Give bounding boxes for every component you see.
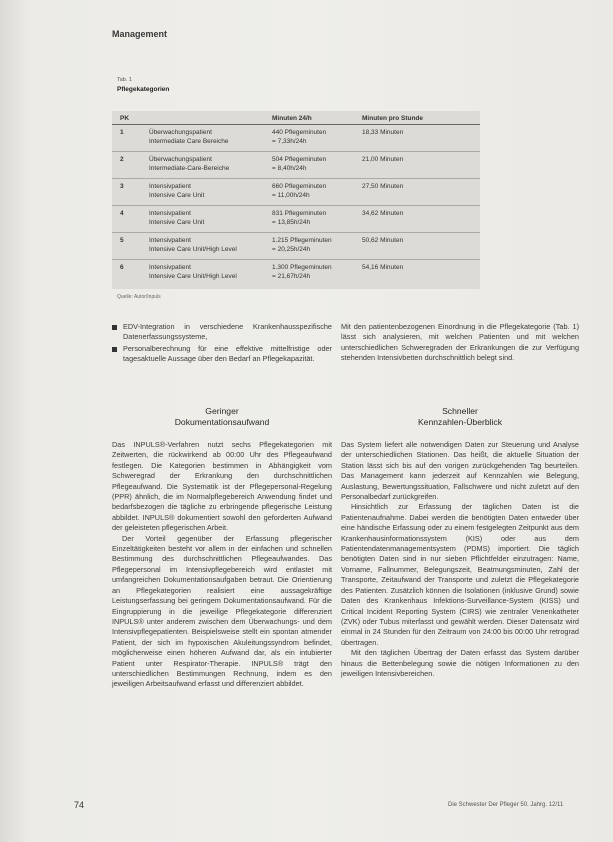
table-row — [112, 152, 480, 179]
row-minutes-per-hour: 54,16 Minuten — [362, 264, 404, 271]
page-number: 74 — [74, 800, 85, 810]
row-hours: = 7,33h/24h — [272, 138, 307, 145]
row-minutes: 504 Pflegeminuten — [272, 156, 327, 163]
bullet-square-icon — [112, 325, 117, 330]
subheading-line-1: Schneller — [442, 406, 478, 416]
right-intro-text — [341, 322, 579, 364]
bullet-text: Personalberechnung für eine effektive mittelfristige oder tagesaktuelle Aussage über den Bedarf an Pflegekapazität. — [123, 343, 332, 364]
row-category-area: Intensive Care Unit — [149, 219, 205, 226]
bullet-text: EDV-Integration in verschiedene Krankenhausspezifische Datenerfassungssysteme, — [123, 322, 332, 342]
row-minutes: 831 Pflegeminuten — [272, 210, 327, 217]
row-category-area: Intermediate Care Bereiche — [149, 138, 229, 145]
table-header-row — [112, 111, 480, 125]
row-minutes: 660 Pflegeminuten — [272, 183, 327, 190]
paragraph: Das INPULS®-Verfahren nutzt sechs Pflegekategorien mit Zeitwerten, die rückwirkend ab 00:00 Uhr des Pflegeaufwand festlegen. Die Kategorien bestimmen in Abhängigkeit vom Schweregrad der Erkrankung den durchschnittlichen Pflegeaufwand. Die Systematik ist der Pflegepersonal-Regelung (PPR) ähnlich, die im Normalpflegebereich Anwendung findet und bedarfsbezogen die tägliche zu erbringende pflegerische Leistung abbildet. INPULS® dokumentiert sowohl den geforderten Aufwand der geleisteten pflegerischen Arbeit. — [112, 440, 332, 533]
row-category-area: Intensive Care Unit — [149, 192, 205, 199]
left-bullet-list — [112, 322, 332, 366]
row-minutes-per-hour: 27,50 Minuten — [362, 183, 404, 190]
paragraph: Hinsichtlich zur Erfassung der täglichen Daten ist die Patientenaufnahme. Dabei werden die benötigten Daten entweder über eine händische Erfassung oder zu einem festgelegten Zeitpunkt aus dem Krankenhausinformationssystem (KIS) oder aus dem Patientendatenmanagementsystem (PDMS) importiert. Die täglich benötigten Daten sind in nur sieben Pflichtfelder einzutragen: Name, Vorname, Fallnummer, Belegungszeit, Beatmungsminuten, Zahl der Transporte, Zeitaufwand der Transporte und zuletzt die Pflegekategorie des Patienten. Zusätzlich können die Isolationen (inklusive Grund) sowie Daten des Krankenhaus Infektions-Surveillance-System (KISS) und Critical Incident Reporting System (CIRS) wie zentraler Venenkatheter (ZVK) oder Tubus miterfasst und gewählt werden. Dieser Datensatz wird einmal in 24 Stunden für den Zeitraum von 24:00 bis 00:00 Uhr retrograd übertragen. — [341, 502, 579, 647]
row-category: Überwachungspatient — [149, 156, 212, 163]
row-category-area: Intermediate-Care-Bereiche — [149, 165, 230, 172]
table-row — [112, 206, 480, 233]
row-hours: = 8,40h/24h — [272, 165, 307, 172]
row-minutes: 440 Pflegeminuten — [272, 129, 327, 136]
row-minutes-per-hour: 50,62 Minuten — [362, 237, 404, 244]
subheading-line-2: Dokumentationsaufwand — [174, 417, 270, 427]
subheading-line-1: Geringer — [205, 406, 239, 416]
left-body-text — [112, 440, 332, 690]
row-category: Überwachungspatient — [149, 129, 212, 136]
row-hours: = 13,85h/24h — [272, 219, 311, 226]
care-category-table — [112, 111, 480, 289]
table-row — [112, 125, 480, 152]
row-minutes-per-hour: 34,62 Minuten — [362, 210, 404, 217]
row-number: 5 — [120, 237, 124, 244]
right-body-text — [341, 440, 579, 679]
row-category: Intensivpatient — [149, 210, 191, 217]
left-subheading — [112, 406, 332, 428]
section-header: Management — [112, 29, 168, 39]
list-item — [112, 322, 332, 343]
paragraph: Das System liefert alle notwendigen Daten zur Steuerung und Analyse der unterschiedlichen Stationen. Das heißt, die aktuelle Situation der Station lässt sich bis auf den vorigen zurückgehenden Tag beurteilen. Das Management kann jederzeit auf Kennzahlen wie Belegung, Auslastung, Bewertungssituation, Fallschwere und nicht zuletzt auf den Personalbedarf zurückgreifen. — [341, 440, 579, 502]
row-minutes-per-hour: 21,00 Minuten — [362, 156, 404, 163]
row-category-area: Intensive Care Unit/High Level — [149, 273, 237, 280]
subheading-line-2: Kennzahlen-Überblick — [417, 417, 503, 427]
table-row — [112, 179, 480, 206]
table-number: Tab. 1 — [117, 77, 132, 83]
row-hours: = 21,67h/24h — [272, 273, 311, 280]
row-number: 4 — [120, 210, 124, 217]
col-header-minutes-per-hour: Minuten pro Stunde — [362, 115, 424, 122]
row-category-area: Intensive Care Unit/High Level — [149, 246, 237, 253]
table-row — [112, 233, 480, 260]
row-hours: = 11,00h/24h — [272, 192, 310, 199]
paragraph: Mit den patientenbezogenen Einordnung in die Pflegekategorie (Tab. 1) lässt sich analysieren, mit welchen Patienten und mit welchen unterschiedlichen Schweregraden der Erkrankungen die zur Verfügung stehenden Intensivbetten durchschnittlich belegt sind. — [341, 322, 579, 363]
right-subheading — [341, 406, 579, 428]
bullet-square-icon — [112, 347, 117, 352]
row-number: 6 — [120, 264, 124, 271]
row-minutes: 1.215 Pflegeminuten — [272, 237, 332, 244]
row-number: 1 — [120, 129, 124, 136]
list-item — [112, 344, 332, 365]
row-minutes: 1.300 Pflegeminuten — [272, 264, 332, 271]
paragraph: Mit den täglichen Übertrag der Daten erfasst das System darüber hinaus die Bettenbelegung sowie die nötigen Informationen zu den jeweiligen Intensivbereichen. — [341, 648, 579, 678]
journal-reference: Die Schwester Der Pfleger 50. Jahrg. 12/11 — [448, 802, 564, 808]
row-number: 2 — [120, 156, 124, 163]
paragraph: Der Vorteil gegenüber der Erfassung pflegerischer Einzeltätigkeiten besteht vor allem in der einfachen und schnellen Bestimmung des durchschnittlichen Pflegeaufwandes. Das Pflegepersonal im Intensivpflegebereich wird entlastet mit umfangreichen Dokumentationsaufgaben betraut. Die Orientierung an Pflegekategorien realisiert eine aussagekräftige Leistungserfassung bei geringem Dokumentationsaufwand. Für die Eingruppierung in die jeweilige Pflegekategorie differenziert INPULS® unter anderem zwischen dem Überwachungs- und dem Intensivpflegepatienten. Beispielsweise stellt ein spontan atmender Patient, der sich im hypoxischen Akuleitungssyndrom befindet, möglicherweise einen höheren Aufwand dar, als ein intubierter Patient unter Respirator-Therapie. INPULS® trägt den unterschiedlichen Bestimmungen Rechnung, indem es den jeweiligen Arbeitsaufwand erfasst und differenziert abbildet. — [112, 533, 332, 689]
col-header-pk: PK — [120, 115, 130, 122]
col-header-minutes-24h: Minuten 24/h — [272, 115, 312, 122]
row-category: Intensivpatient — [149, 264, 191, 271]
row-category: Intensivpatient — [149, 237, 191, 244]
row-minutes-per-hour: 18,33 Minuten — [362, 129, 404, 136]
table-source-note: Quelle: Autor/Inpuls — [117, 294, 161, 300]
table-row — [112, 260, 480, 287]
row-number: 3 — [120, 183, 124, 190]
row-hours: = 20,25h/24h — [272, 246, 311, 253]
table-title: Pflegekategorien — [117, 86, 170, 93]
row-category: Intensivpatient — [149, 183, 191, 190]
